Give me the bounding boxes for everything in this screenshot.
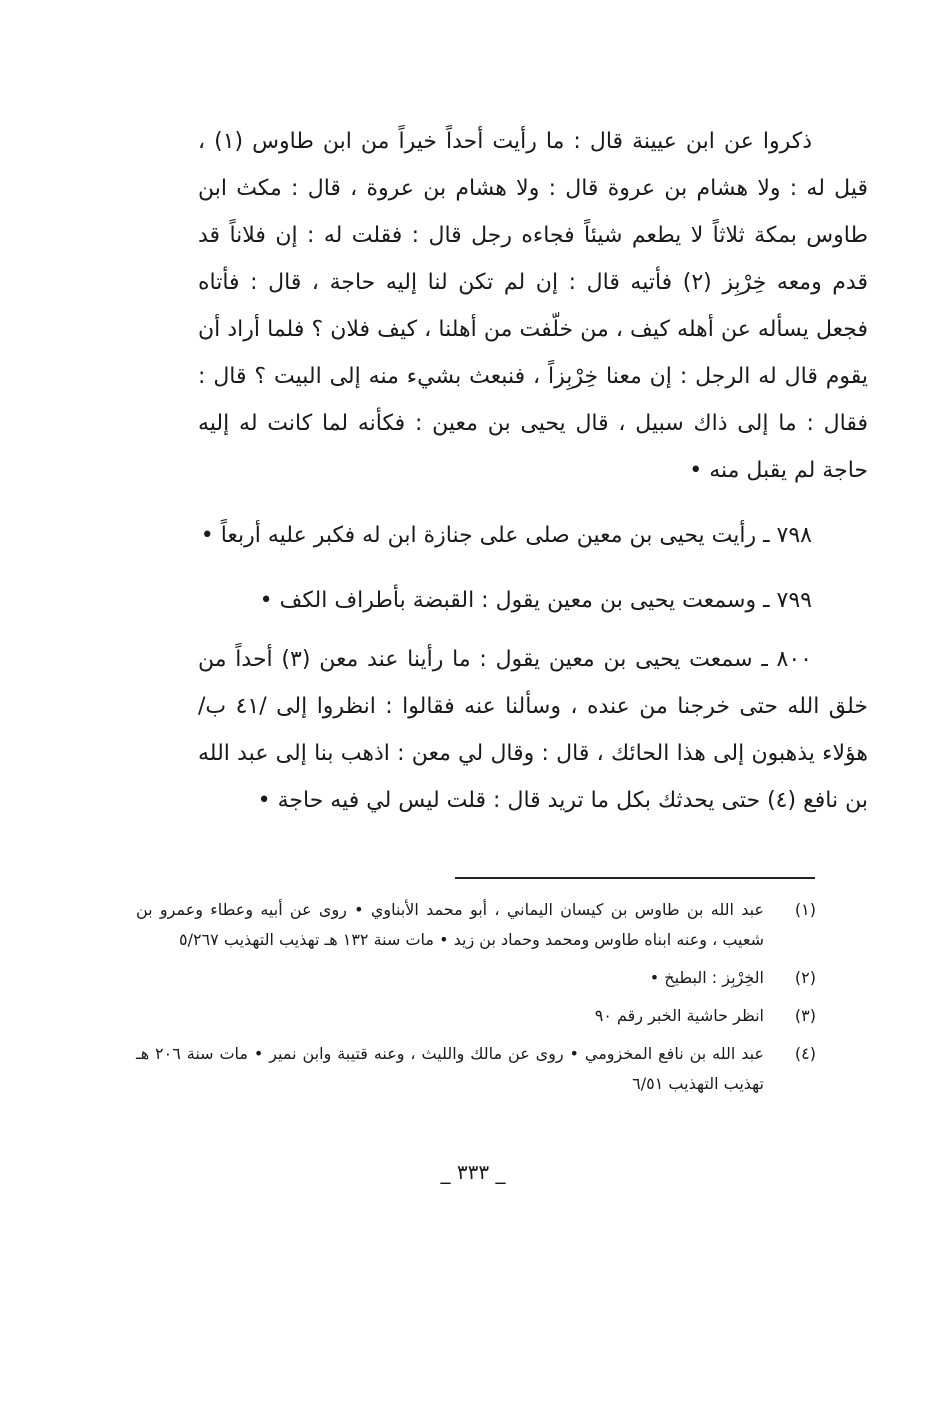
paragraph-798: ٧٩٨ ـ رأيت يحيى بن معين صلى على جنازة ابن له فكبر عليه أربعاً • (200, 523, 812, 548)
footnote-number: (٣) (794, 1006, 816, 1025)
footnote-separator-line (455, 877, 815, 879)
footnote-text: عبد الله بن نافع المخزومي • روى عن مالك والليث ، وعنه قتيبة وابن نمير • مات سنة ٢٠٦ هـ تهذيب التهذيب ٦/٥١ (136, 1044, 764, 1093)
paragraph-800: ٨٠٠ ـ سمعت يحيى بن معين يقول : ما رأينا عند معن (٣) أحداً من خلق الله حتى خرجنا من عنده ، وسألنا عنه فقالوا : انظروا إلى /٤١ ب/ هؤلاء يذهبون إلى هذا الحائك ، قال : وقال لي معن : اذهب بنا إلى عبد الله بن نافع (٤) حتى يحدثك بكل ما تريد قال : قلت ليس لي فيه حاجة • (198, 647, 868, 813)
paragraph-799: ٧٩٩ ـ وسمعت يحيى بن معين يقول : القبضة بأطراف الكف • (259, 588, 812, 613)
footnote-number: (٢) (794, 968, 816, 987)
main-text-body (198, 118, 868, 824)
footnote-number: (٤) (794, 1044, 816, 1063)
footnote-text: انظر حاشية الخبر رقم ٩٠ (594, 1006, 764, 1025)
footnote-2 (136, 963, 816, 993)
footnote-4 (136, 1039, 816, 1099)
footnote-3 (136, 1001, 816, 1031)
page-number: _ ٣٣٣ _ (440, 1160, 506, 1184)
footnote-text: عبد الله بن طاوس بن كيسان اليماني ، أبو محمد الأبناوي • روى عن أبيه وعطاء وعمرو بن شعيب ، وعنه ابناه طاوس ومحمد وحماد بن زيد • مات سنة ١٣٢ هـ تهذيب التهذيب ٥/٢٦٧ (136, 900, 764, 949)
footnote-number: (١) (794, 900, 816, 919)
footnote-1 (136, 895, 816, 955)
paragraph-ibn-tawus-narration: ذكروا عن ابن عيينة قال : ما رأيت أحداً خيراً من ابن طاوس (١) ، قيل له : ولا هشام بن عروة قال : ولا هشام بن عروة ، قال : مكث ابن طاوس بمكة ثلاثاً لا يطعم شيئاً فجاءه رجل قال : فقلت له : إن فلاناً قد قدم ومعه خِرْبِز (٢) فأتيه قال : إن لم تكن لنا إليه حاجة ، قال : فأتاه فجعل يسأله عن أهله كيف ، من خلّفت من أهلنا ، كيف فلان ؟ فلما أراد أن يقوم قال له الرجل : إن معنا خِرْبِزاً ، فنبعث بشيء منه إلى البيت ؟ قال : فقال : ما إلى ذاك سبيل ، قال يحيى بن معين : فكأنه لما كانت له إليه حاجة لم يقبل منه • (198, 129, 868, 483)
footnotes-section (136, 895, 816, 1107)
footnote-text: الخِرْبِز : البطيخ • (649, 968, 764, 987)
